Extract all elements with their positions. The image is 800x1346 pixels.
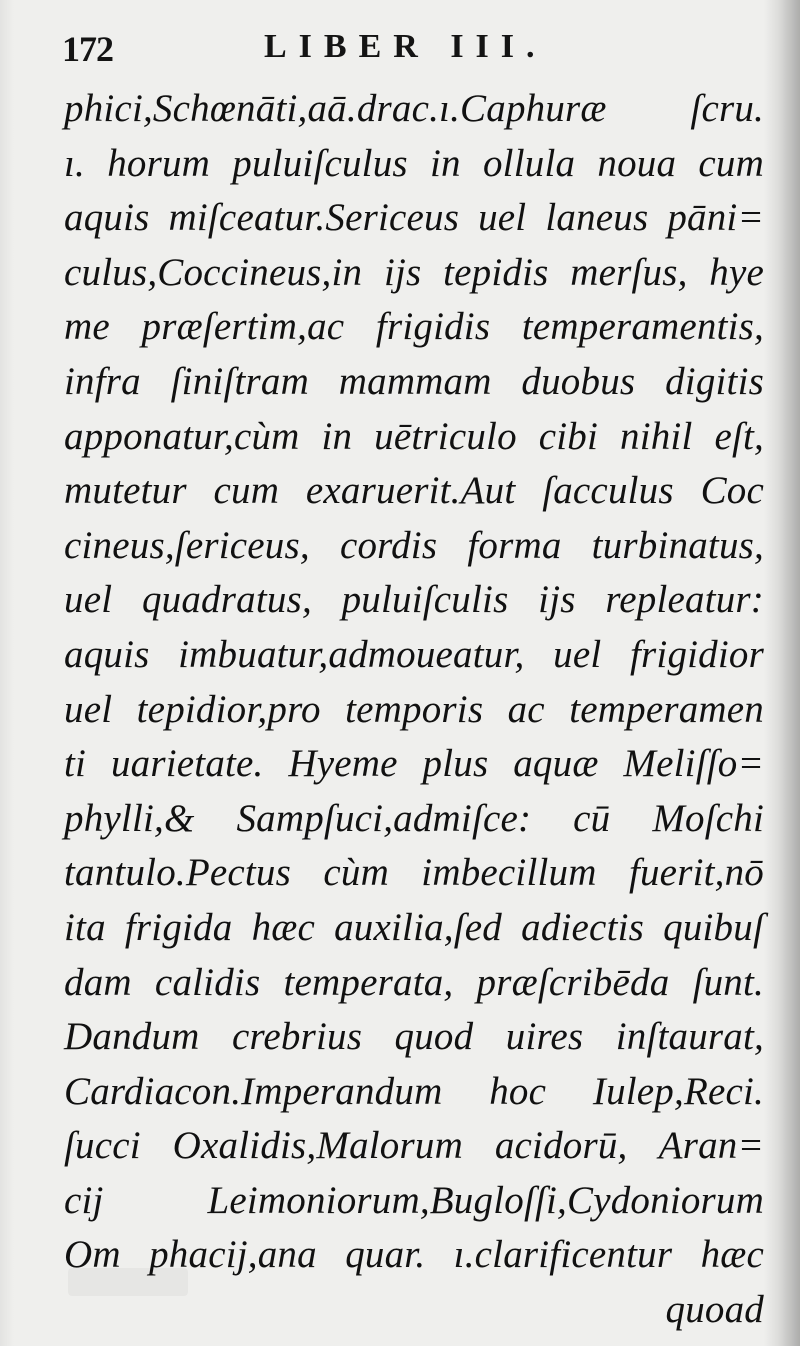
text-line: dam calidis temperata, præſcribēda ſunt. xyxy=(64,960,764,1004)
show-through-smudge xyxy=(68,1268,188,1296)
text-line: aquis miſceatur.Sericeus uel laneus pāni= xyxy=(64,196,764,240)
text-line: ſucci Oxalidis,Malorum acidorū, Aran= xyxy=(64,1124,764,1168)
text-line: Om phacij,ana quar. ı.clarificentur hæc xyxy=(64,1233,764,1277)
text-line: me præſertim,ac frigidis temperamentis, xyxy=(64,305,764,349)
text-line: mutetur cum exaruerit.Aut ſacculus Coc xyxy=(64,469,764,513)
running-head: LIBER III. xyxy=(264,28,547,65)
text-line: apponatur,cùm in uētriculo cibi nihil eſt, xyxy=(64,414,764,458)
text-line: culus,Coccineus,in ijs tepidis merſus, hye xyxy=(64,250,764,294)
text-line: Cardiacon.Imperandum hoc Iulep,Reci. xyxy=(64,1069,764,1113)
text-line: cij Leimoniorum,Bugloſſi,Cydoniorum xyxy=(64,1178,764,1222)
catchword: quoad xyxy=(665,1288,764,1332)
text-line: aquis imbuatur,admoueatur, uel frigidior xyxy=(64,632,764,676)
text-line: cineus,ſericeus, cordis forma turbinatus, xyxy=(64,523,764,567)
text-line: ı. horum puluiſculus in ollula noua cum xyxy=(64,141,764,185)
page-number: 172 xyxy=(62,29,113,69)
page-left-edge xyxy=(0,0,14,1346)
text-line: uel tepidior,pro temporis ac temperamen xyxy=(64,687,764,731)
text-line: ti uarietate. Hyeme plus aquæ Meliſſo= xyxy=(64,742,764,786)
text-line: uel quadratus, puluiſculis ijs repleatur: xyxy=(64,578,764,622)
text-line: infra ſiniſtram mammam duobus digitis xyxy=(64,359,764,403)
text-line: phici,Schœnāti,aā.drac.ı.Caphuræ ſcru. xyxy=(64,87,764,130)
page-header xyxy=(62,18,752,78)
body-text xyxy=(64,82,764,1338)
text-line: Dandum crebrius quod uires inſtaurat, xyxy=(64,1015,764,1059)
page-gutter-shadow xyxy=(764,0,800,1346)
text-line: tantulo.Pectus cùm imbecillum fuerit,nō xyxy=(64,851,764,895)
text-line: ita frigida hæc auxilia,ſed adiectis quibuſ xyxy=(64,905,764,949)
text-line: phylli,& Sampſuci,admiſce: cū Moſchi xyxy=(64,796,764,840)
